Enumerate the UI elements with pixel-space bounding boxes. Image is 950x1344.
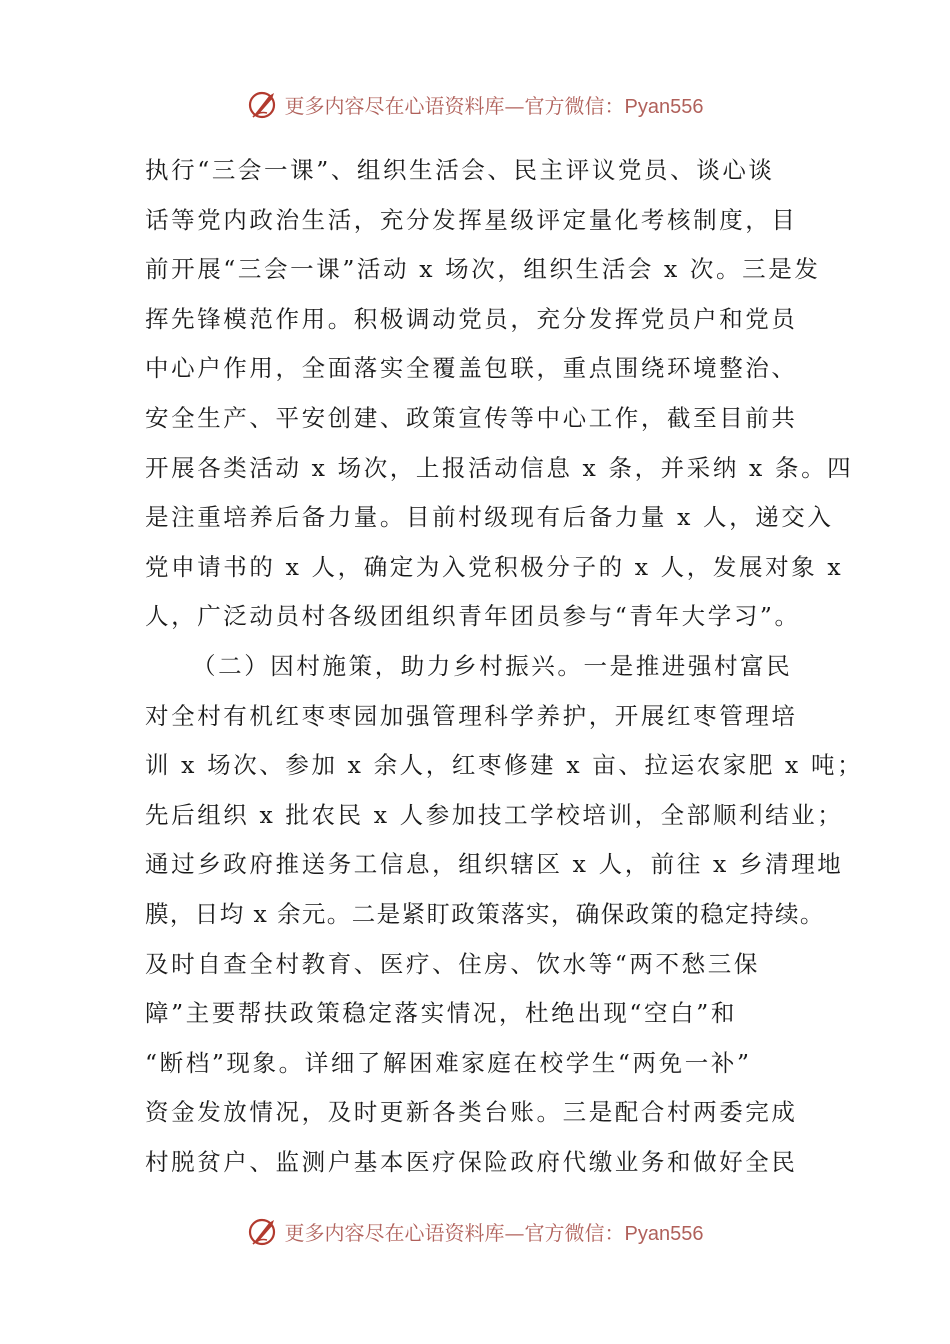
text-line: 中心户作用，全面落实全覆盖包联，重点围绕环境整治、	[145, 354, 798, 383]
banner-text	[285, 1217, 704, 1246]
banner-contact-label: 官方微信：	[524, 1220, 625, 1245]
text-line: 先后组织 x 批农民 x 人参加技工学校培训，全部顺利结业；	[145, 800, 844, 829]
text-line: 人，广泛动员村各级团组织青年团员参与“青年大学习”。	[145, 602, 801, 631]
text-line: 对全村有机红枣枣园加强管理科学养护，开展红枣管理培	[145, 701, 798, 730]
text-line: 障”主要帮扶政策稳定落实情况，杜绝出现“空白”和	[145, 999, 737, 1028]
text-line: 前开展“三会一课”活动 x 场次，组织生活会 x 次。三是发	[145, 255, 821, 284]
banner-text	[285, 90, 704, 119]
banner-contact-id: Pyan556	[624, 95, 704, 118]
footer-banner	[0, 1211, 950, 1251]
text-line: 党申请书的 x 人，确定为入党积极分子的 x 人，发展对象 x	[145, 552, 844, 581]
pen-logo-icon	[247, 1214, 281, 1248]
text-line: 资金发放情况，及时更新各类台账。三是配合村两委完成	[145, 1098, 798, 1127]
text-line: 话等党内政治生活，充分发挥星级评定量化考核制度，目	[145, 205, 798, 234]
text-line: 安全生产、平安创建、政策宣传等中心工作，截至目前共	[145, 403, 798, 432]
text-line: 通过乡政府推送务工信息，组织辖区 x 人，前往 x 乡清理地	[145, 850, 844, 879]
header-banner	[0, 84, 950, 124]
text-line: 训 x 场次、参加 x 余人，红枣修建 x 亩、拉运农家肥 x 吨；	[145, 751, 864, 780]
document-body	[145, 146, 864, 1187]
text-line: 及时自查全村教育、医疗、住房、饮水等“两不愁三保	[145, 949, 760, 978]
banner-site-text: 更多内容尽在心语资料库	[284, 93, 505, 118]
text-line: 是注重培养后备力量。目前村级现有后备力量 x 人，递交入	[145, 503, 834, 532]
banner-contact-label: 官方微信：	[524, 93, 625, 118]
banner-separator: —	[504, 93, 525, 118]
text-line: 开展各类活动 x 场次，上报活动信息 x 条，并采纳 x 条。四	[145, 453, 854, 482]
text-line: 膜，日均 x 余元。二是紧盯政策落实，确保政策的稳定持续。	[145, 899, 825, 928]
banner-contact-id: Pyan556	[624, 1222, 704, 1245]
text-line: “断档”现象。详细了解困难家庭在校学生“两免一补”	[145, 1048, 752, 1077]
banner-site-text: 更多内容尽在心语资料库	[284, 1220, 505, 1245]
text-line: 村脱贫户、监测户基本医疗保险政府代缴业务和做好全民	[145, 1147, 798, 1176]
text-line: 执行“三会一课”、组织生活会、民主评议党员、谈心谈	[145, 156, 775, 184]
section-heading-line: （二）因村施策，助力乡村振兴。一是推进强村富民	[192, 651, 793, 680]
banner-separator: —	[504, 1220, 525, 1245]
pen-logo-icon	[247, 87, 281, 121]
text-line: 挥先锋模范作用。积极调动党员，充分发挥党员户和党员	[145, 304, 798, 333]
